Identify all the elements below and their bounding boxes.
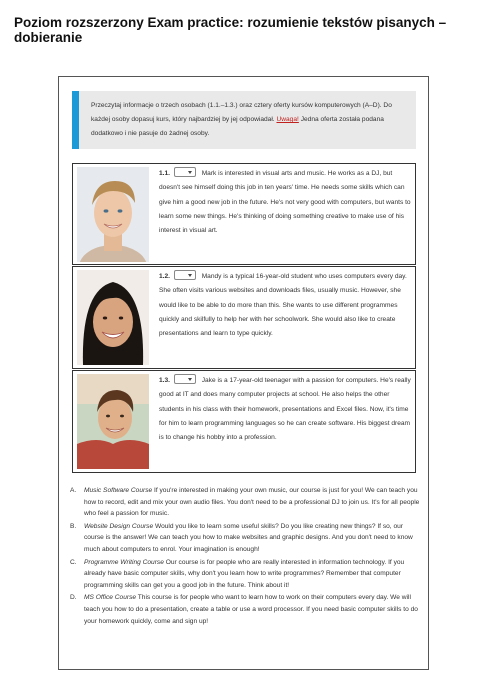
instruction-tail: Jedna oferta została podana dodatkowo i nie pasuje do żadnej osoby. (91, 116, 384, 137)
instruction-text: Przeczytaj informacje o trzech osobach (1.1.–1.3.) oraz cztery oferty kursów komputerowych (A–D). Do każdej osoby dopasuj kurs, który najbardziej by jej odpowiadał. (91, 102, 392, 123)
offer-body-d (84, 592, 420, 627)
person-row-3 (72, 370, 416, 473)
person-photo-1 (77, 167, 149, 262)
person-description-3: Jake is a 17-year-old teenager with a passion for computers. He's really good at IT and does many computer projects at school. He also helps the other students in his class with their homework, presentations and Excel files. Now, it's time for him to learn programming languages so he can create software. His biggest dream is to change his hobby into a profession. (159, 377, 411, 442)
offer-text-a: If you're interested in making your own music, our course is just for you! We can teach you how to record, edit and mix your own audio files. You don't need to be a professional DJ to join us. It's for all people who feel a passion for music. (84, 487, 420, 518)
offer-a (70, 485, 420, 520)
person-text-1 (159, 167, 411, 238)
person-row-2 (72, 266, 416, 369)
person-description-2: Mandy is a typical 16-year-old student who uses computers every day. She often visits various websites and downloads files, usually music. However, she would like to be able to do more than this. She wants to use different programmes quickly and skilfully to help her with her schoolwork. She would also like to create presentations and learn to type quickly. (159, 273, 407, 338)
offer-body-c (84, 557, 420, 592)
person-number-3: 1.3. (159, 377, 170, 384)
person-photo-3 (77, 374, 149, 469)
person-text-3 (159, 374, 411, 445)
answer-dropdown-3[interactable] (174, 374, 196, 384)
person-photo-2 (77, 270, 149, 365)
person-number-1: 1.1. (159, 170, 170, 177)
person-row-1 (72, 163, 416, 265)
offer-text-d: This course is for people who want to learn how to work on their computers every day. We will teach you how to do a presentation, create a table or use a word processor. If you need basic computer skills to do your homework quickly, come and sign up! (84, 594, 418, 625)
offer-letter-a: A. (70, 487, 77, 494)
instruction-warning: Uwaga! (276, 116, 299, 123)
answer-dropdown-2[interactable] (174, 270, 196, 280)
offer-c (70, 557, 420, 592)
offer-title-b: Website Design Course (84, 522, 154, 530)
offer-body-a (84, 485, 420, 520)
offer-letter-c: C. (70, 558, 77, 566)
person-number-2: 1.2. (159, 273, 170, 280)
offer-d (70, 592, 420, 627)
offer-letter-b: B. (70, 522, 77, 530)
offer-text-c: Our course is for people who are really interested in information technology. If you already have basic computer skills, why don't you learn how to write programmes? Remember that computer programming skills can get you a good job in the future. Think about it! (84, 558, 405, 589)
instruction-box (72, 91, 416, 149)
offer-title-c: Programme Writing Course (84, 558, 164, 566)
offer-title-d: MS Office Course (84, 594, 137, 602)
offer-text-b: Would you like to learn some useful skills? Do you like creating new things? If so, our course is the answer! We can teach you how to make websites and graphic designs. And you don't need to know much about computers to enrol. Your imagination is enough! (84, 522, 413, 553)
person-description-1: Mark is interested in visual arts and music. He works as a DJ, but doesn't see himself doing this job in ten years' time. He needs some skills which can give him a good new job in the future. He's not very good with computers, but wants to learn some new things. He's thinking of doing something creative to make use of his interest in visual art. (159, 170, 411, 235)
person-text-2 (159, 270, 411, 341)
course-offers (70, 485, 420, 628)
offer-b (70, 521, 420, 556)
answer-dropdown-1[interactable] (174, 167, 196, 177)
offer-letter-d: D. (70, 594, 77, 602)
offer-title-a: Music Software Course (84, 487, 153, 494)
page-title: Poziom rozszerzony Exam practice: rozumienie tekstów pisanych – dobieranie (14, 15, 447, 45)
offer-body-b (84, 521, 420, 556)
